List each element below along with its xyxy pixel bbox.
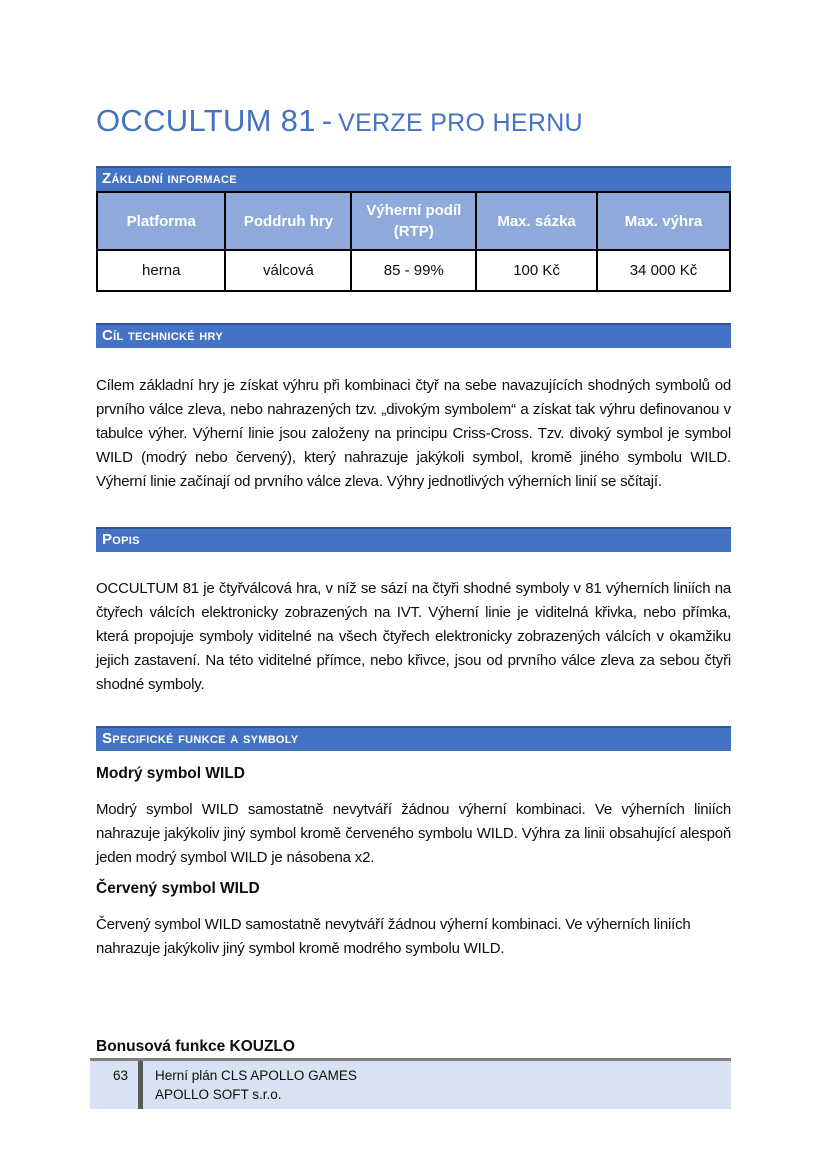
- table-header-max-vyhra: Max. výhra: [597, 192, 730, 250]
- title-separator: -: [321, 103, 333, 138]
- cell-max-sazka: 100 Kč: [476, 250, 597, 291]
- table-header-poddruh-hry: Poddruh hry: [225, 192, 351, 250]
- subheading-bonus-function: Bonusová funkce KOUZLO: [96, 1038, 295, 1055]
- footer-text: [143, 1061, 357, 1109]
- page-footer: [90, 1058, 731, 1109]
- footer-page-number: 63: [112, 1068, 128, 1083]
- red-wild-paragraph: [96, 913, 731, 961]
- cell-platforma: herna: [97, 250, 225, 291]
- red-wild-line1: Červený symbol WILD samostatně nevytváří žádnou výherní kombinaci. Ve výherních liniích: [96, 916, 691, 933]
- section-heading-description: Popis: [96, 527, 731, 552]
- cell-poddruh-hry: válcová: [225, 250, 351, 291]
- footer-line2: APOLLO SOFT s.r.o.: [155, 1087, 282, 1102]
- subheading-red-wild: Červený symbol WILD: [96, 880, 260, 897]
- subheading-blue-wild: Modrý symbol WILD: [96, 765, 245, 782]
- cell-vyherni-podil: 85 - 99%: [351, 250, 476, 291]
- blue-wild-paragraph: Modrý symbol WILD samostatně nevytváří žádnou výherní kombinaci. Ve výherních liniích nahrazuje jakýkoliv jiný symbol kromě červeného symbolu WILD. Výhra za linii obsahující alespoň jeden modrý symbol WILD je násobena x2.: [96, 801, 731, 866]
- table-header-max-sazka: Max. sázka: [476, 192, 597, 250]
- title-secondary: VERZE PRO HERNU: [338, 109, 583, 137]
- cell-max-vyhra: 34 000 Kč: [597, 250, 730, 291]
- table-header-platforma: Platforma: [97, 192, 225, 250]
- table-header-row: [97, 192, 730, 250]
- section-heading-basic-info: Základní informace: [96, 166, 731, 191]
- red-wild-line2: nahrazuje jakýkoliv jiný symbol kromě modrého symbolu WILD.: [96, 940, 505, 957]
- table-header-vyherni-podil: Výherní podíl (RTP): [351, 192, 476, 250]
- footer-line1: Herní plán CLS APOLLO GAMES: [155, 1068, 357, 1083]
- section-heading-goal: Cíl technické hry: [96, 323, 731, 348]
- description-paragraph: OCCULTUM 81 je čtyřválcová hra, v níž se sází na čtyři shodné symboly v 81 výherních liniích na čtyřech válcích elektronicky zobrazených na IVT. Výherní linie je viditelná křivka, nebo přímka, která propojuje symboly viditelné na všech čtyřech elektronicky zobrazených válcích v okamžiku jejich zastavení. Na této viditelné přímce, nebo křivce, jsou od prvního válce zleva za sebou čtyři shodné symboly.: [96, 580, 731, 693]
- table-row: [97, 250, 730, 291]
- basic-info-table: [96, 191, 731, 292]
- section-heading-specific-functions: Specifické funkce a symboly: [96, 726, 731, 751]
- title-primary: OCCULTUM 81: [96, 103, 316, 138]
- goal-paragraph: Cílem základní hry je získat výhru při kombinaci čtyř na sebe navazujících shodných symbolů od prvního válce zleva, nebo nahrazených tzv. „divokým symbolem“ a získat tak výhru definovanou v tabulce výher. Výherní linie jsou založeny na principu Criss-Cross. Tzv. divoký symbol je symbol WILD (modrý nebo červený), který nahrazuje jakýkoli symbol, kromě jiného symbolu WILD. Výherní linie začínají od prvního válce zleva. Výhry jednotlivých výherních linií se sčítají.: [96, 377, 731, 490]
- page-title: [96, 0, 731, 144]
